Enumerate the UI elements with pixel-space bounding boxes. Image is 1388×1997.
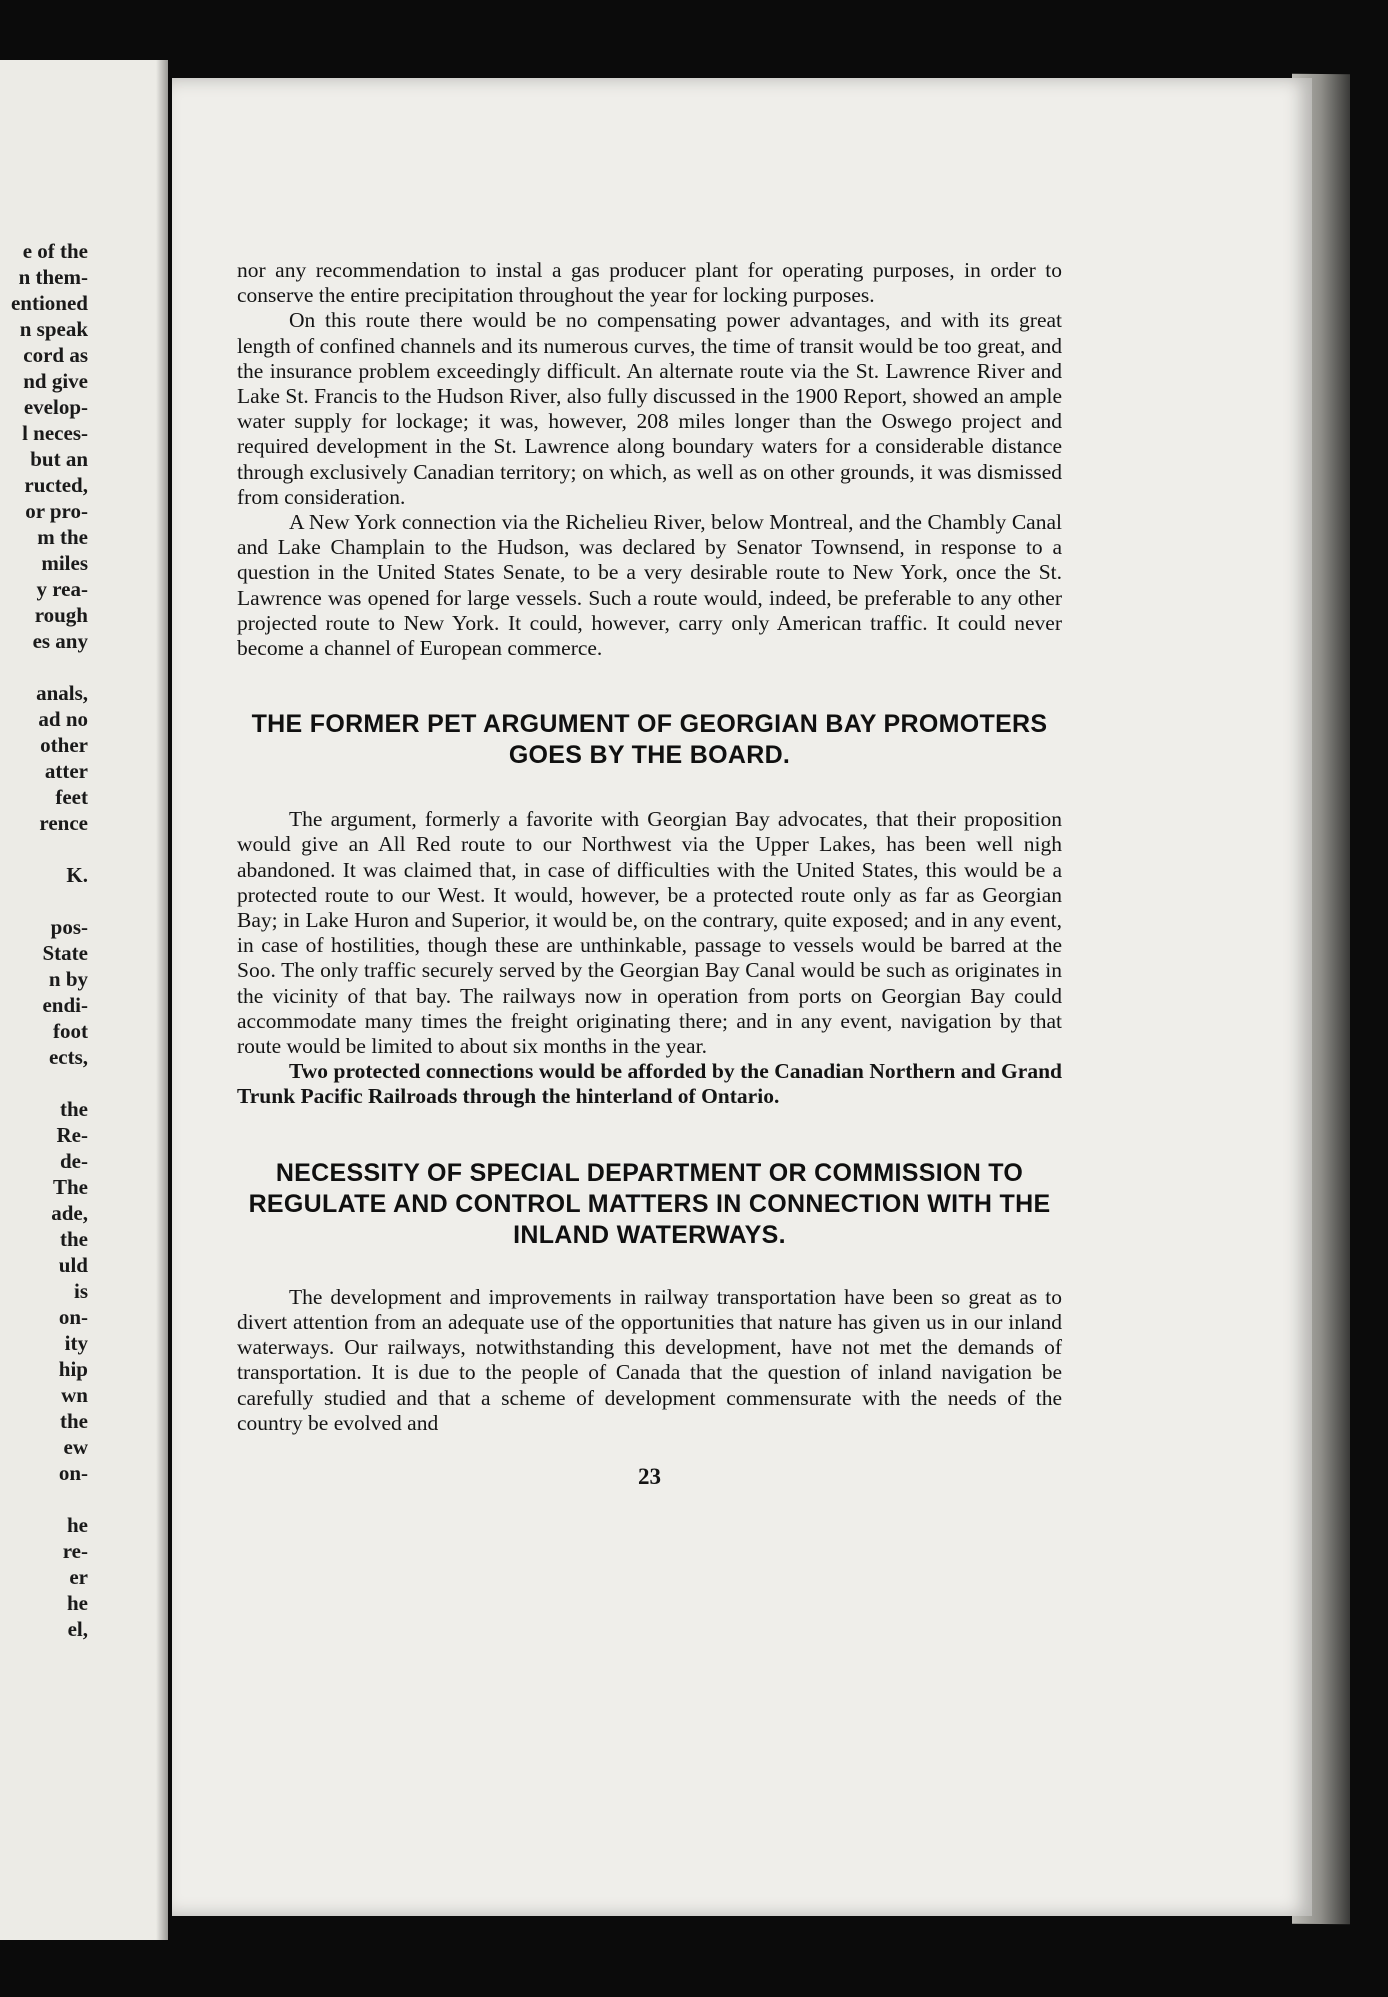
facing-page-gap — [0, 1486, 88, 1512]
paragraph-5-bold: Two protected connections would be afforded by the Canadian Northern and Grand Trunk Pacific Railroads through the hinterland of Ontario. — [237, 1059, 1062, 1109]
facing-page-line: n speak — [19, 317, 88, 341]
facing-page-line: rence — [39, 811, 88, 835]
facing-page-line: the — [60, 1409, 88, 1433]
facing-page-line: ad no — [38, 707, 88, 731]
facing-page-line: de- — [60, 1149, 88, 1173]
facing-page-line: is — [73, 1279, 88, 1303]
facing-page-line: The — [52, 1175, 88, 1199]
facing-page — [0, 60, 168, 1940]
facing-page-line: State — [42, 941, 88, 965]
document-page — [172, 78, 1312, 1916]
facing-page-line: endi- — [42, 993, 88, 1017]
facing-page-line: hip — [58, 1357, 88, 1381]
facing-page-line: the — [60, 1227, 88, 1251]
facing-page-text — [0, 238, 88, 1642]
facing-page-line: nd give — [23, 369, 88, 393]
gutter-shadow — [156, 60, 168, 1940]
facing-page-line: the — [60, 1097, 88, 1121]
facing-page-line: ects, — [48, 1045, 88, 1069]
facing-page-line: foot — [53, 1019, 88, 1043]
facing-page-line: anals, — [36, 681, 88, 705]
facing-page-line: re- — [62, 1539, 88, 1563]
facing-page-line: es any — [32, 629, 88, 653]
facing-page-line: ew — [63, 1435, 88, 1459]
facing-page-line: n by — [48, 967, 88, 991]
paragraph-1: nor any recommendation to instal a gas producer plant for operating purposes, in order to conserve the entire precipitation throughout the year for locking purposes. — [237, 258, 1062, 308]
facing-page-gap — [0, 888, 88, 914]
facing-page-line: evelop- — [23, 395, 88, 419]
page-content — [237, 258, 1062, 1489]
facing-page-line: or pro- — [25, 499, 88, 523]
facing-page-line: entioned — [10, 291, 88, 315]
facing-page-line: he — [67, 1513, 88, 1537]
facing-page-line: el, — [67, 1617, 88, 1641]
paragraph-2: On this route there would be no compensating power advantages, and with its great length of confined channels and its numerous curves, the time of transit would be too great, and the insurance problem exceedingly difficult. An alternate route via the St. Lawrence River and Lake St. Francis to the Hudson River, also fully discussed in the 1900 Report, showed an ample water supply for lockage; it was, however, 208 miles longer than the Oswego project and required development in the St. Lawrence along boundary waters for a considerable distance through exclusively Canadian territory; on which, as well as on other grounds, it was dismissed from consideration. — [237, 308, 1062, 509]
facing-page-line: ructed, — [24, 473, 88, 497]
page-number: 23 — [638, 1463, 661, 1489]
facing-page-line: e of the — [22, 239, 88, 263]
facing-page-gap — [0, 1070, 88, 1096]
paragraph-6: The development and improvements in railway transportation have been so great as to divert attention from an adequate use of the opportunities that nature has given us in our inland waterways. Our railways, notwithstanding this development, have not met the demands of transportation. It is due to the people of Canada that the question of inland navigation be carefully studied and that a scheme of development commensurate with the needs of the country be evolved and — [237, 1284, 1062, 1435]
facing-page-line: ity — [64, 1331, 88, 1355]
paragraph-4: The argument, formerly a favorite with Georgian Bay advocates, that their proposition would give an All Red route to our Northwest via the Upper Lakes, has been well nigh abandoned. It was claimed that, in case of difficulties with the United States, this would be a protected route to our West. It would, however, be a protected route only as far as Georgian Bay; in Lake Huron and Superior, it would be, on the contrary, quite exposed; and in any event, in case of hostilities, though these are unthinkable, passage to vessels would be barred at the Soo. The only traffic securely served by the Georgian Bay Canal would be such as originates in the vicinity of that bay. The railways now in operation from ports on Georgian Bay could accommodate many times the freight originating there; and in any event, navigation by that route would be limited to about six months in the year. — [237, 807, 1062, 1059]
facing-page-gap — [0, 836, 88, 862]
facing-page-line: wn — [61, 1383, 88, 1407]
facing-page-line: n them- — [18, 265, 88, 289]
section-heading-georgian-bay: THE FORMER PET ARGUMENT OF GEORGIAN BAY PROMOTERS GOES BY THE BOARD. — [251, 710, 1048, 770]
facing-page-line: y rea- — [36, 577, 88, 601]
facing-page-gap — [0, 654, 88, 680]
facing-page-line: on- — [58, 1461, 88, 1485]
facing-page-line: on- — [58, 1305, 88, 1329]
facing-page-line: cord as — [23, 343, 88, 367]
facing-page-line: miles — [41, 551, 88, 575]
facing-page-line: other — [40, 733, 88, 757]
facing-page-line: feet — [55, 785, 88, 809]
section-heading-commission: NECESSITY OF SPECIAL DEPARTMENT OR COMMISSION TO REGULATE AND CONTROL MATTERS IN CONNECTION WITH THE INLAND WATERWAYS. — [248, 1158, 1051, 1249]
facing-page-line: l neces- — [22, 421, 88, 445]
facing-page-line: but an — [30, 447, 88, 471]
facing-page-line: pos- — [50, 915, 88, 939]
facing-page-line: K. — [66, 863, 88, 887]
facing-page-line: he — [67, 1591, 88, 1615]
facing-page-line: er — [69, 1565, 88, 1589]
facing-page-line: atter — [44, 759, 88, 783]
facing-page-line: Re- — [56, 1123, 88, 1147]
facing-page-line: uld — [58, 1253, 88, 1277]
facing-page-line: rough — [34, 603, 88, 627]
facing-page-line: m the — [37, 525, 88, 549]
facing-page-line: ade, — [51, 1201, 88, 1225]
paragraph-3: A New York connection via the Richelieu River, below Montreal, and the Chambly Canal and Lake Champlain to the Hudson, was declared by Senator Townsend, in response to a question in the United States Senate, to be a very desirable route to New York, once the St. Lawrence was opened for large vessels. Such a route would, indeed, be preferable to any other projected route to New York. It could, however, carry only American traffic. It could never become a channel of European commerce. — [237, 510, 1062, 661]
